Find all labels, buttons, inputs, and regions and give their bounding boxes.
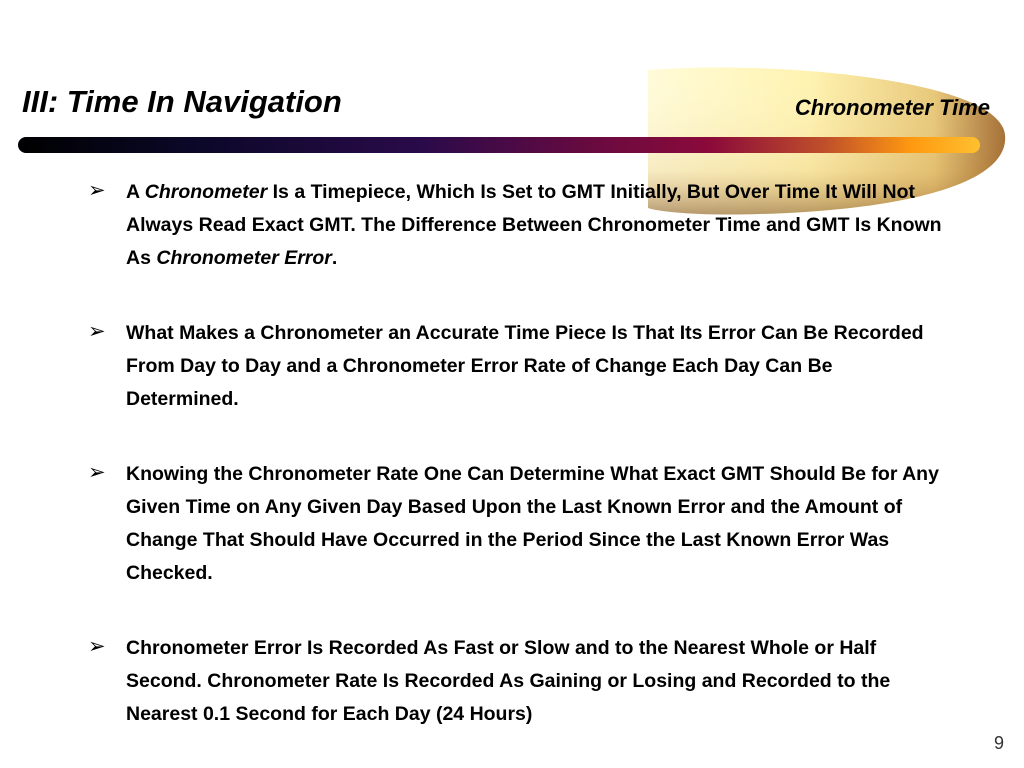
arrow-bullet-icon: ➢ [88,461,106,484]
bullet-item [88,176,948,275]
bullet-item [88,632,948,731]
arrow-bullet-icon: ➢ [88,320,106,343]
bullet-text: Knowing the Chronometer Rate One Can Determine What Exact GMT Should Be for Any Given Time on Any Given Day Based Upon the Last Known Error and the Amount of Change That Should Have Occurred in the Period Since the Last Known Error Was Checked. [126,463,939,584]
bullet-item [88,458,948,590]
bullet-text: What Makes a Chronometer an Accurate Time Piece Is That Its Error Can Be Recorded From Day to Day and a Chronometer Error Rate of Change Each Day Can Be Determined. [126,322,924,410]
bullet-item [88,317,948,416]
emphasized-term: Chronometer Error [156,247,332,269]
emphasized-term: Chronometer [144,181,268,203]
bullet-list [88,176,948,731]
section-label: Chronometer Time [794,95,990,120]
bullet-text: Chronometer Error Is Recorded As Fast or Slow and to the Nearest Whole or Half Second. Chronometer Rate Is Recorded As Gaining or Losing and Recorded to the Nearest 0.1 Second for Each Day (24 Hours) [126,637,891,725]
page-number: 9 [993,733,1004,753]
header-rule [18,137,980,153]
bullet-text: Is a Timepiece, Which Is Set to GMT Initially, But Over Time It Will Not Always Read Exact GMT. The Difference Between Chronometer Time and GMT Is Known As [126,181,942,269]
arrow-bullet-icon: ➢ [88,635,106,658]
bullet-text: . [331,247,338,269]
arrow-bullet-icon: ➢ [88,179,106,202]
bullet-text: A [126,181,145,203]
slide-title: III: Time In Navigation [22,84,342,119]
